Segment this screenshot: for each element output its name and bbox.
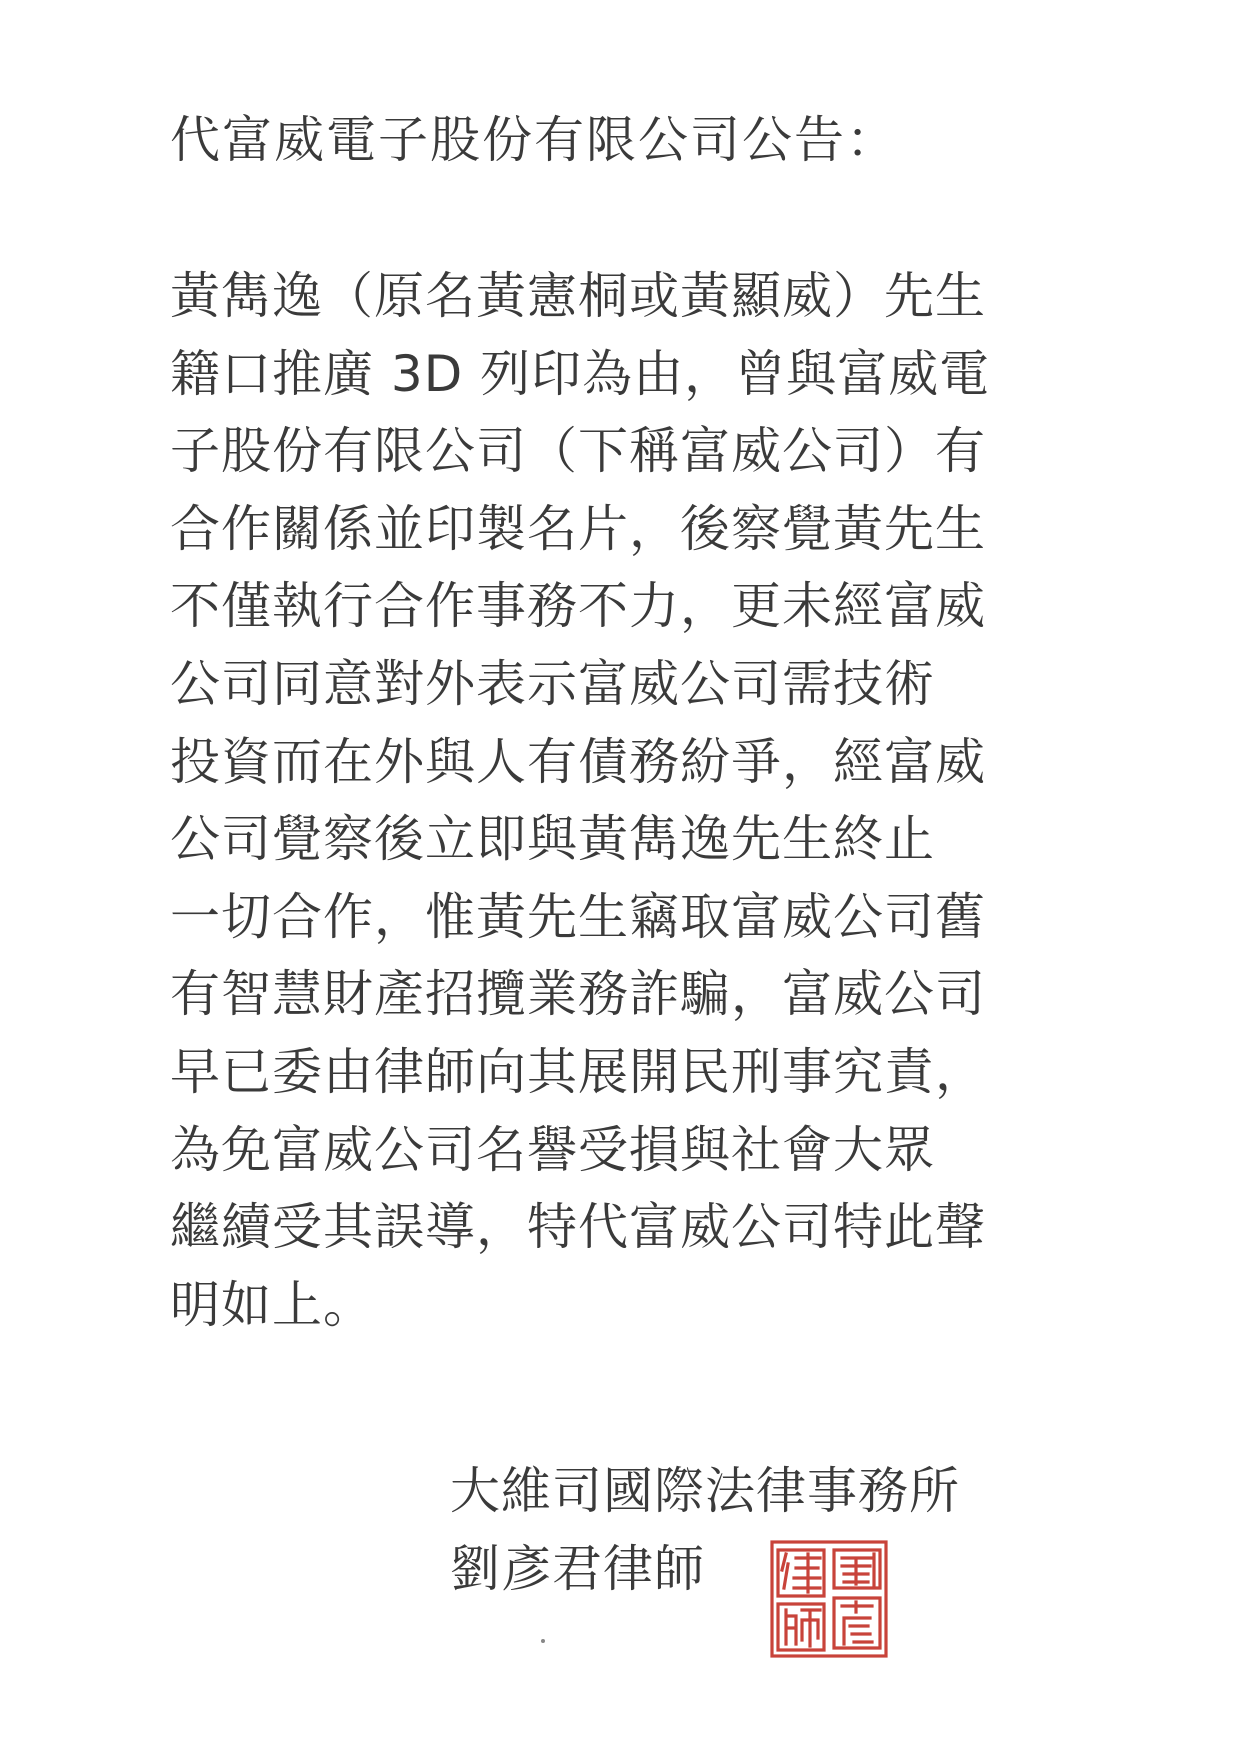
- seal-stamp-icon: [770, 1540, 888, 1658]
- body-line: 投資而在外與人有債務紛爭，經富威: [170, 732, 986, 791]
- notice-heading: 代富威電子股份有限公司公告：: [170, 111, 898, 169]
- body-line: 有智慧財產招攬業務詐騙，富威公司: [170, 965, 986, 1024]
- law-firm-name: 大維司國際法律事務所: [450, 1462, 960, 1520]
- body-line: 繼續受其誤導，特代富威公司特此聲: [170, 1198, 986, 1257]
- body-line: 早已委由律師向其展開民刑事究責，: [170, 1042, 986, 1101]
- body-line: 公司覺察後立即與黃雋逸先生終止: [170, 810, 935, 869]
- notice-body: [170, 258, 1090, 1344]
- body-line: 黃雋逸（原名黃憲桐或黃顯威）先生: [170, 267, 986, 325]
- body-line: 子股份有限公司（下稱富威公司）有: [170, 422, 986, 481]
- body-line: 合作關係並印製名片，後察覺黃先生: [170, 499, 986, 558]
- lawyer-name: 劉彥君律師: [450, 1540, 705, 1598]
- body-line: 不僅執行合作事務不力，更未經富威: [170, 577, 986, 636]
- body-line: 籍口推廣 3D 列印為由，曾與富威電: [170, 344, 991, 403]
- body-line: 明如上。: [170, 1275, 374, 1334]
- stray-dot: [541, 1639, 545, 1643]
- body-line: 為免富威公司名譽受損與社會大眾: [170, 1120, 935, 1179]
- body-line: 一切合作，惟黃先生竊取富威公司舊: [170, 887, 986, 946]
- body-line: 公司同意對外表示富威公司需技術: [170, 654, 935, 713]
